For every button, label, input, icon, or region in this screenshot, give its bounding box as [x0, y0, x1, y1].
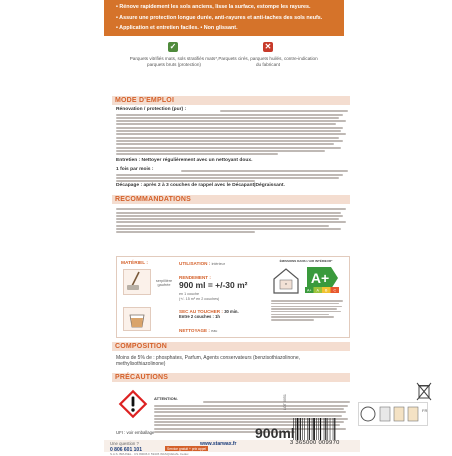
- sec-block: [179, 309, 265, 319]
- entretien-line: Entretien : Nettoyer régulièrement avec un nettoyant doux.: [116, 158, 253, 163]
- check-icon: ✓: [169, 42, 177, 51]
- sec-value: 30 min.: [224, 309, 239, 314]
- utilisation-value: intérieur: [211, 262, 225, 266]
- scale-c: C: [333, 288, 337, 293]
- sec-label: SEC AU TOUCHER :: [179, 309, 223, 314]
- triman-icon: [358, 402, 428, 426]
- recommandations-text-block: [116, 207, 348, 233]
- sponge-label: serpillière gaufrée: [155, 279, 173, 288]
- nettoyage-block: [179, 328, 265, 333]
- precautions-title: PRÉCAUTIONS: [115, 374, 169, 381]
- attention-label: ATTENTION.: [154, 396, 178, 401]
- aplus-rating-text: A+: [310, 270, 330, 286]
- indoor-emissions-label: [267, 259, 345, 335]
- benefit-1: • Rénove rapidement les sols anciens, lisse la surface, estompe les rayures.: [116, 4, 311, 10]
- renovation-heading: Rénovation / protection (pur) :: [116, 107, 187, 112]
- ean-number: 3 365000 009970: [290, 440, 340, 446]
- service-badge: Service gratuit + prix appel: [167, 446, 207, 451]
- benefits-list: [116, 2, 336, 34]
- emissions-scale: [305, 287, 339, 293]
- ufi-line: UFI : voir emballage: [116, 430, 155, 435]
- utilisation-block: [179, 261, 265, 266]
- scale-b: B: [325, 288, 328, 293]
- unsuitable-surfaces: Parquets cirés, parquets huilés, contre-indication du fabricant: [218, 56, 318, 67]
- lot-number: LOT 0051: [283, 394, 287, 410]
- renovation-text-block: [116, 109, 348, 155]
- fr-label: FR: [422, 408, 428, 413]
- composition-text: Moins de 5% de : phosphates, Parfum, Agents conservateurs (benzisothiazolinone, methylisothiazolinone): [116, 355, 300, 368]
- benefit-2: • Assure une protection longue durée, anti-rayures et anti-taches des sols neufs.: [116, 14, 323, 21]
- mode-emploi-title: MODE D'EMPLOI: [115, 97, 175, 104]
- svg-text:*: *: [285, 283, 287, 289]
- mode-emploi-header: [112, 96, 350, 105]
- rendement-block: [179, 275, 265, 301]
- usage-info-panel: [116, 256, 350, 338]
- decapage-line: Décapage : après 2 à 3 couches de rappel avec le Décapant|Dégraissant.: [116, 183, 285, 188]
- recommandations-title: RECOMMANDATIONS: [115, 196, 191, 203]
- suitable-surfaces: Parquets vitrifiés mats, sols stratifiés mats*, parquets bruts (protection): [129, 56, 219, 67]
- fois-par-mois-heading: 1 fois par mois :: [116, 167, 154, 172]
- rendement-note: en 1 couche: [179, 292, 200, 296]
- sec-note: Entre 2 couches : 1h: [179, 314, 220, 319]
- nettoyage-value: eau: [211, 329, 218, 333]
- rendement-note-2: (+/- 15 m² en 2 couches): [179, 297, 220, 301]
- phone-number[interactable]: 0 806 601 101: [110, 447, 142, 453]
- cross-icon: ✕: [264, 42, 272, 51]
- product-volume: 900ml: [255, 425, 295, 441]
- utilisation-label: UTILISATION :: [179, 261, 211, 266]
- scale-aplus: A+: [307, 288, 312, 293]
- rendement-value: 900 ml = +/-30 m²: [179, 280, 248, 290]
- recycling-block: [354, 380, 436, 450]
- benefit-3: • Application et entretien faciles. • Non glissant.: [116, 25, 238, 31]
- emissions-note: [271, 299, 343, 321]
- nettoyage-label: NETTOYAGE :: [179, 328, 210, 333]
- materiel-label: MATÉRIEL :: [121, 261, 149, 266]
- scale-a: A: [316, 288, 319, 293]
- barcode: [292, 418, 354, 440]
- question-label: Une question ?: [110, 441, 139, 446]
- bucket-icon: [123, 307, 151, 331]
- website-link[interactable]: www.starwax.fr: [200, 441, 237, 447]
- exclamation-pictogram-icon: [118, 389, 148, 419]
- fois-par-mois-text-block: [116, 169, 348, 182]
- crossed-bin-icon: [416, 382, 432, 402]
- company-address: S.A.S. BRUNEL · CS 80006 F 59445 WASQUEHAL Cedex: [110, 452, 189, 456]
- emissions-title: ÉMISSIONS DANS L'AIR INTÉRIEUR*: [279, 259, 333, 263]
- house-icon: [271, 265, 301, 295]
- precautions-header: [112, 373, 350, 382]
- composition-header: [112, 342, 350, 351]
- rendement-label: RENDEMENT :: [179, 275, 211, 280]
- mop-icon: [123, 269, 151, 295]
- composition-title: COMPOSITION: [115, 343, 167, 350]
- recommandations-header: [112, 195, 350, 204]
